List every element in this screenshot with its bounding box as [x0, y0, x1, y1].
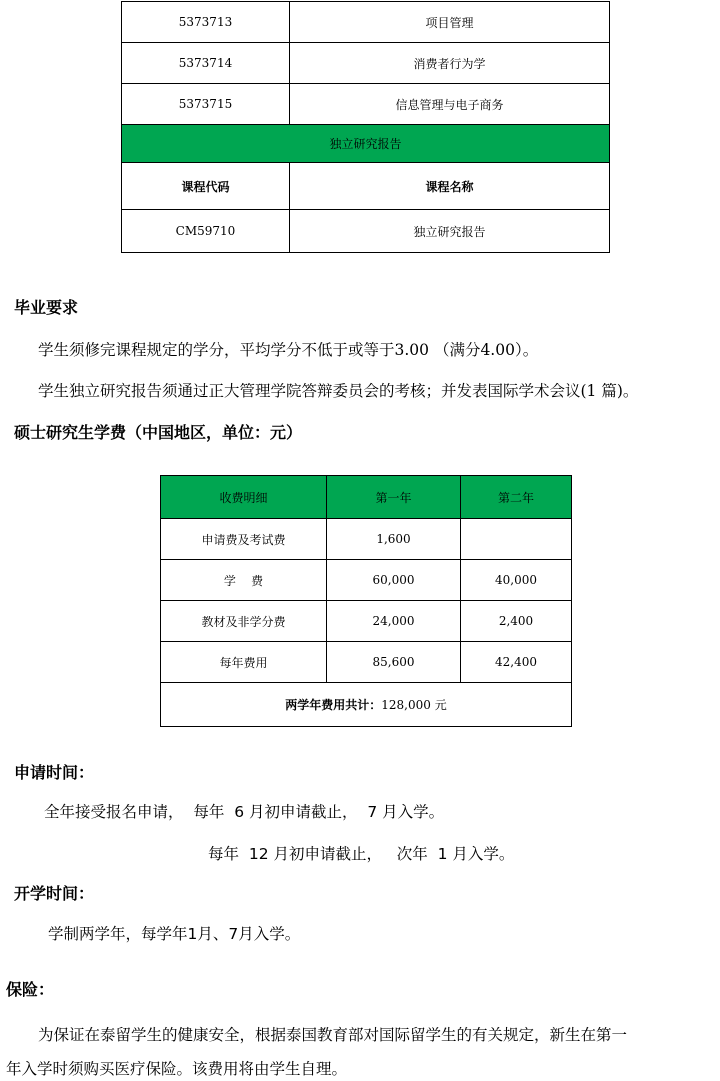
fees-heading: 硕士研究生学费（中国地区，单位：元） [14, 423, 303, 442]
course-code-cell: 5373713 [122, 2, 290, 43]
table-row [161, 642, 572, 683]
table-row [161, 601, 572, 642]
insurance-line-1: 为保证在泰留学生的健康安全，根据泰国教育部对国际留学生的有关规定，新生在第一 [38, 1026, 628, 1044]
table-row [122, 84, 610, 125]
section-title-row [122, 125, 610, 163]
fee-total-value: 128,000 元 [381, 698, 447, 712]
course-code-cell: CM59710 [122, 210, 290, 253]
course-name-cell: 信息管理与电子商务 [290, 84, 610, 125]
enrollment-line-1: 学制两学年，每学年1月、7月入学。 [48, 925, 301, 943]
fee-year-1-cell: 85,600 [327, 642, 461, 683]
fee-year-1-cell: 1,600 [327, 519, 461, 560]
table-row [122, 43, 610, 84]
header-year-1: 第一年 [327, 476, 461, 519]
insurance-heading: 保险： [6, 980, 55, 999]
graduation-heading: 毕业要求 [14, 298, 79, 317]
table-row [122, 2, 610, 43]
table-row [161, 560, 572, 601]
graduation-line-2: 学生独立研究报告须通过正大管理学院答辩委员会的考核；并发表国际学术会议(1 篇)。 [38, 382, 639, 400]
insurance-line-2: 年入学时须购买医疗保险。该费用将由学生自理。 [6, 1060, 348, 1078]
application-heading: 申请时间： [14, 763, 95, 782]
header-fee-item: 收费明细 [161, 476, 327, 519]
fee-item-cell: 申请费及考试费 [161, 519, 327, 560]
fee-item-cell: 教材及非学分费 [161, 601, 327, 642]
fee-item-cell: 学 费 [161, 560, 327, 601]
course-code-cell: 5373714 [122, 43, 290, 84]
fee-table [160, 475, 572, 727]
fee-year-2-cell: 42,400 [461, 642, 572, 683]
course-table [121, 1, 610, 253]
section-title: 独立研究报告 [122, 125, 610, 163]
fee-header-row [161, 476, 572, 519]
fee-total-row [161, 683, 572, 727]
course-name-cell: 项目管理 [290, 2, 610, 43]
table-header-row [122, 163, 610, 210]
table-row [161, 519, 572, 560]
header-course-code: 课程代码 [122, 163, 290, 210]
enrollment-heading: 开学时间： [14, 884, 95, 903]
table-row [122, 210, 610, 253]
course-code-cell: 5373715 [122, 84, 290, 125]
application-line-2: 每年 12 月初申请截止， 次年 1 月入学。 [208, 845, 515, 863]
fee-year-2-cell [461, 519, 572, 560]
course-name-cell: 独立研究报告 [290, 210, 610, 253]
fee-year-1-cell: 24,000 [327, 601, 461, 642]
fee-item-cell: 每年费用 [161, 642, 327, 683]
graduation-line-1: 学生须修完课程规定的学分，平均学分不低于或等于3.00 （满分4.00）。 [38, 341, 539, 359]
fee-year-1-cell: 60,000 [327, 560, 461, 601]
header-course-name: 课程名称 [290, 163, 610, 210]
fee-year-2-cell: 2,400 [461, 601, 572, 642]
course-name-cell: 消费者行为学 [290, 43, 610, 84]
fee-year-2-cell: 40,000 [461, 560, 572, 601]
fee-total-cell [161, 683, 572, 727]
application-line-1: 全年接受报名申请， 每年 6 月初申请截止， 7 月入学。 [44, 803, 445, 821]
fee-total-label: 两学年费用共计： [285, 698, 382, 712]
header-year-2: 第二年 [461, 476, 572, 519]
